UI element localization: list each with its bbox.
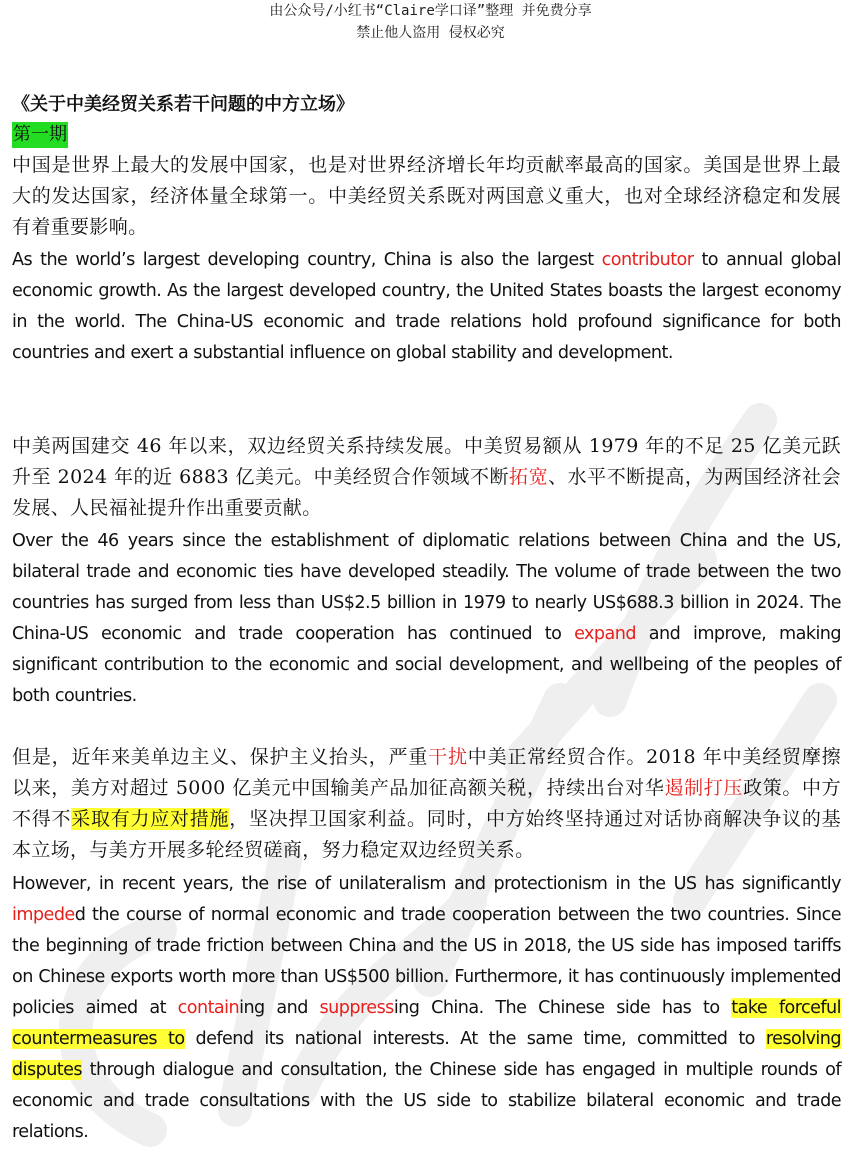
header-source-line: 由公众号/小红书“Claire学口译”整理 并免费分享 — [269, 3, 592, 19]
highlight-resolving-disputes: resolving disputes — [12, 1029, 841, 1080]
highlight-countermeasures-en: take forceful countermeasures to — [12, 998, 841, 1049]
keyword-expand: expand — [574, 624, 636, 644]
highlight-countermeasures-zh: 采取有力应对措施 — [71, 808, 230, 830]
paragraph-1-chinese: 中国是世界上最大的发展中国家，也是对世界经济增长年均贡献率最高的国家。美国是世界上最大的发达国家，经济体量全球第一。中美经贸关系既对两国意义重大，也对全球经济稳定和发展有着重要影响。 — [12, 154, 841, 238]
keyword-ganrao: 干扰 — [428, 746, 468, 768]
document-title: 《关于中美经贸关系若干问题的中方立场》 — [12, 94, 354, 115]
keyword-suppress: suppress — [319, 998, 394, 1018]
keyword-impede: impede — [12, 905, 75, 925]
paragraph-3-english: However, in recent years, the rise of unilateralism and protectionism in the US has significantly impeded the course of normal economic and trade cooperation between the two countries. Since the beginning of trade friction between China and the US in 2018, the US side has imposed tariffs on Chinese exports worth more than US$500 billion. Furthermore, it has continuously implemented policies aimed at containing and suppressing China. The Chinese side has to take forceful countermeasures to defend its national interests. At the same time, committed to resolving disputes through dialogue and consultation, the Chinese side has engaged in multiple rounds of economic and trade consultations with the US side to stabilize bilateral economic and trade relations. — [12, 874, 841, 1142]
issue-label: 第一期 — [12, 122, 68, 148]
header-copyright-line: 禁止他人盗用 侵权必究 — [356, 25, 505, 41]
page-header — [0, 0, 861, 44]
keyword-ezhi-daya: 遏制打压 — [664, 777, 744, 799]
paragraph-2-chinese: 中美两国建交 46 年以来，双边经贸关系持续发展。中美贸易额从 1979 年的不足 25 亿美元跃升至 2024 年的近 6883 亿美元。中美经贸合作领域不断拓宽、水平不断提高，为两国经济社会发展、人民福祉提升作出重要贡献。 — [12, 435, 841, 519]
paragraph-2-english: Over the 46 years since the establishment of diplomatic relations between China and the US, bilateral trade and economic ties have developed steadily. The volume of trade between the two countries has surged from less than US$2.5 billion in 1979 to nearly US$688.3 billion in 2024. The China-US economic and trade cooperation has continued to expand and improve, making significant contribution to the economic and social development, and wellbeing of the peoples of both countries. — [12, 531, 842, 706]
keyword-contributor: contributor — [601, 250, 694, 270]
keyword-tuokuan: 拓宽 — [509, 466, 549, 488]
paragraph-3-chinese: 但是，近年来美单边主义、保护主义抬头，严重干扰中美正常经贸合作。2018 年中美经贸摩擦以来，美方对超过 5000 亿美元中国输美产品加征高额关税，持续出台对华遏制打压政策。中方不得不采取有力应对措施，坚决捍卫国家利益。同时，中方始终坚持通过对话协商解决争议的基本立场，与美方开展多轮经贸磋商，努力稳定双边经贸关系。 — [12, 746, 842, 861]
keyword-contain: contain — [177, 998, 240, 1018]
paragraph-1-english: As the world’s largest developing country, China is also the largest contributor to annual global economic growth. As the largest developed country, the United States boasts the largest economy in the world. The China-US economic and trade relations hold profound significance for both countries and exert a substantial influence on global stability and development. — [12, 250, 841, 363]
